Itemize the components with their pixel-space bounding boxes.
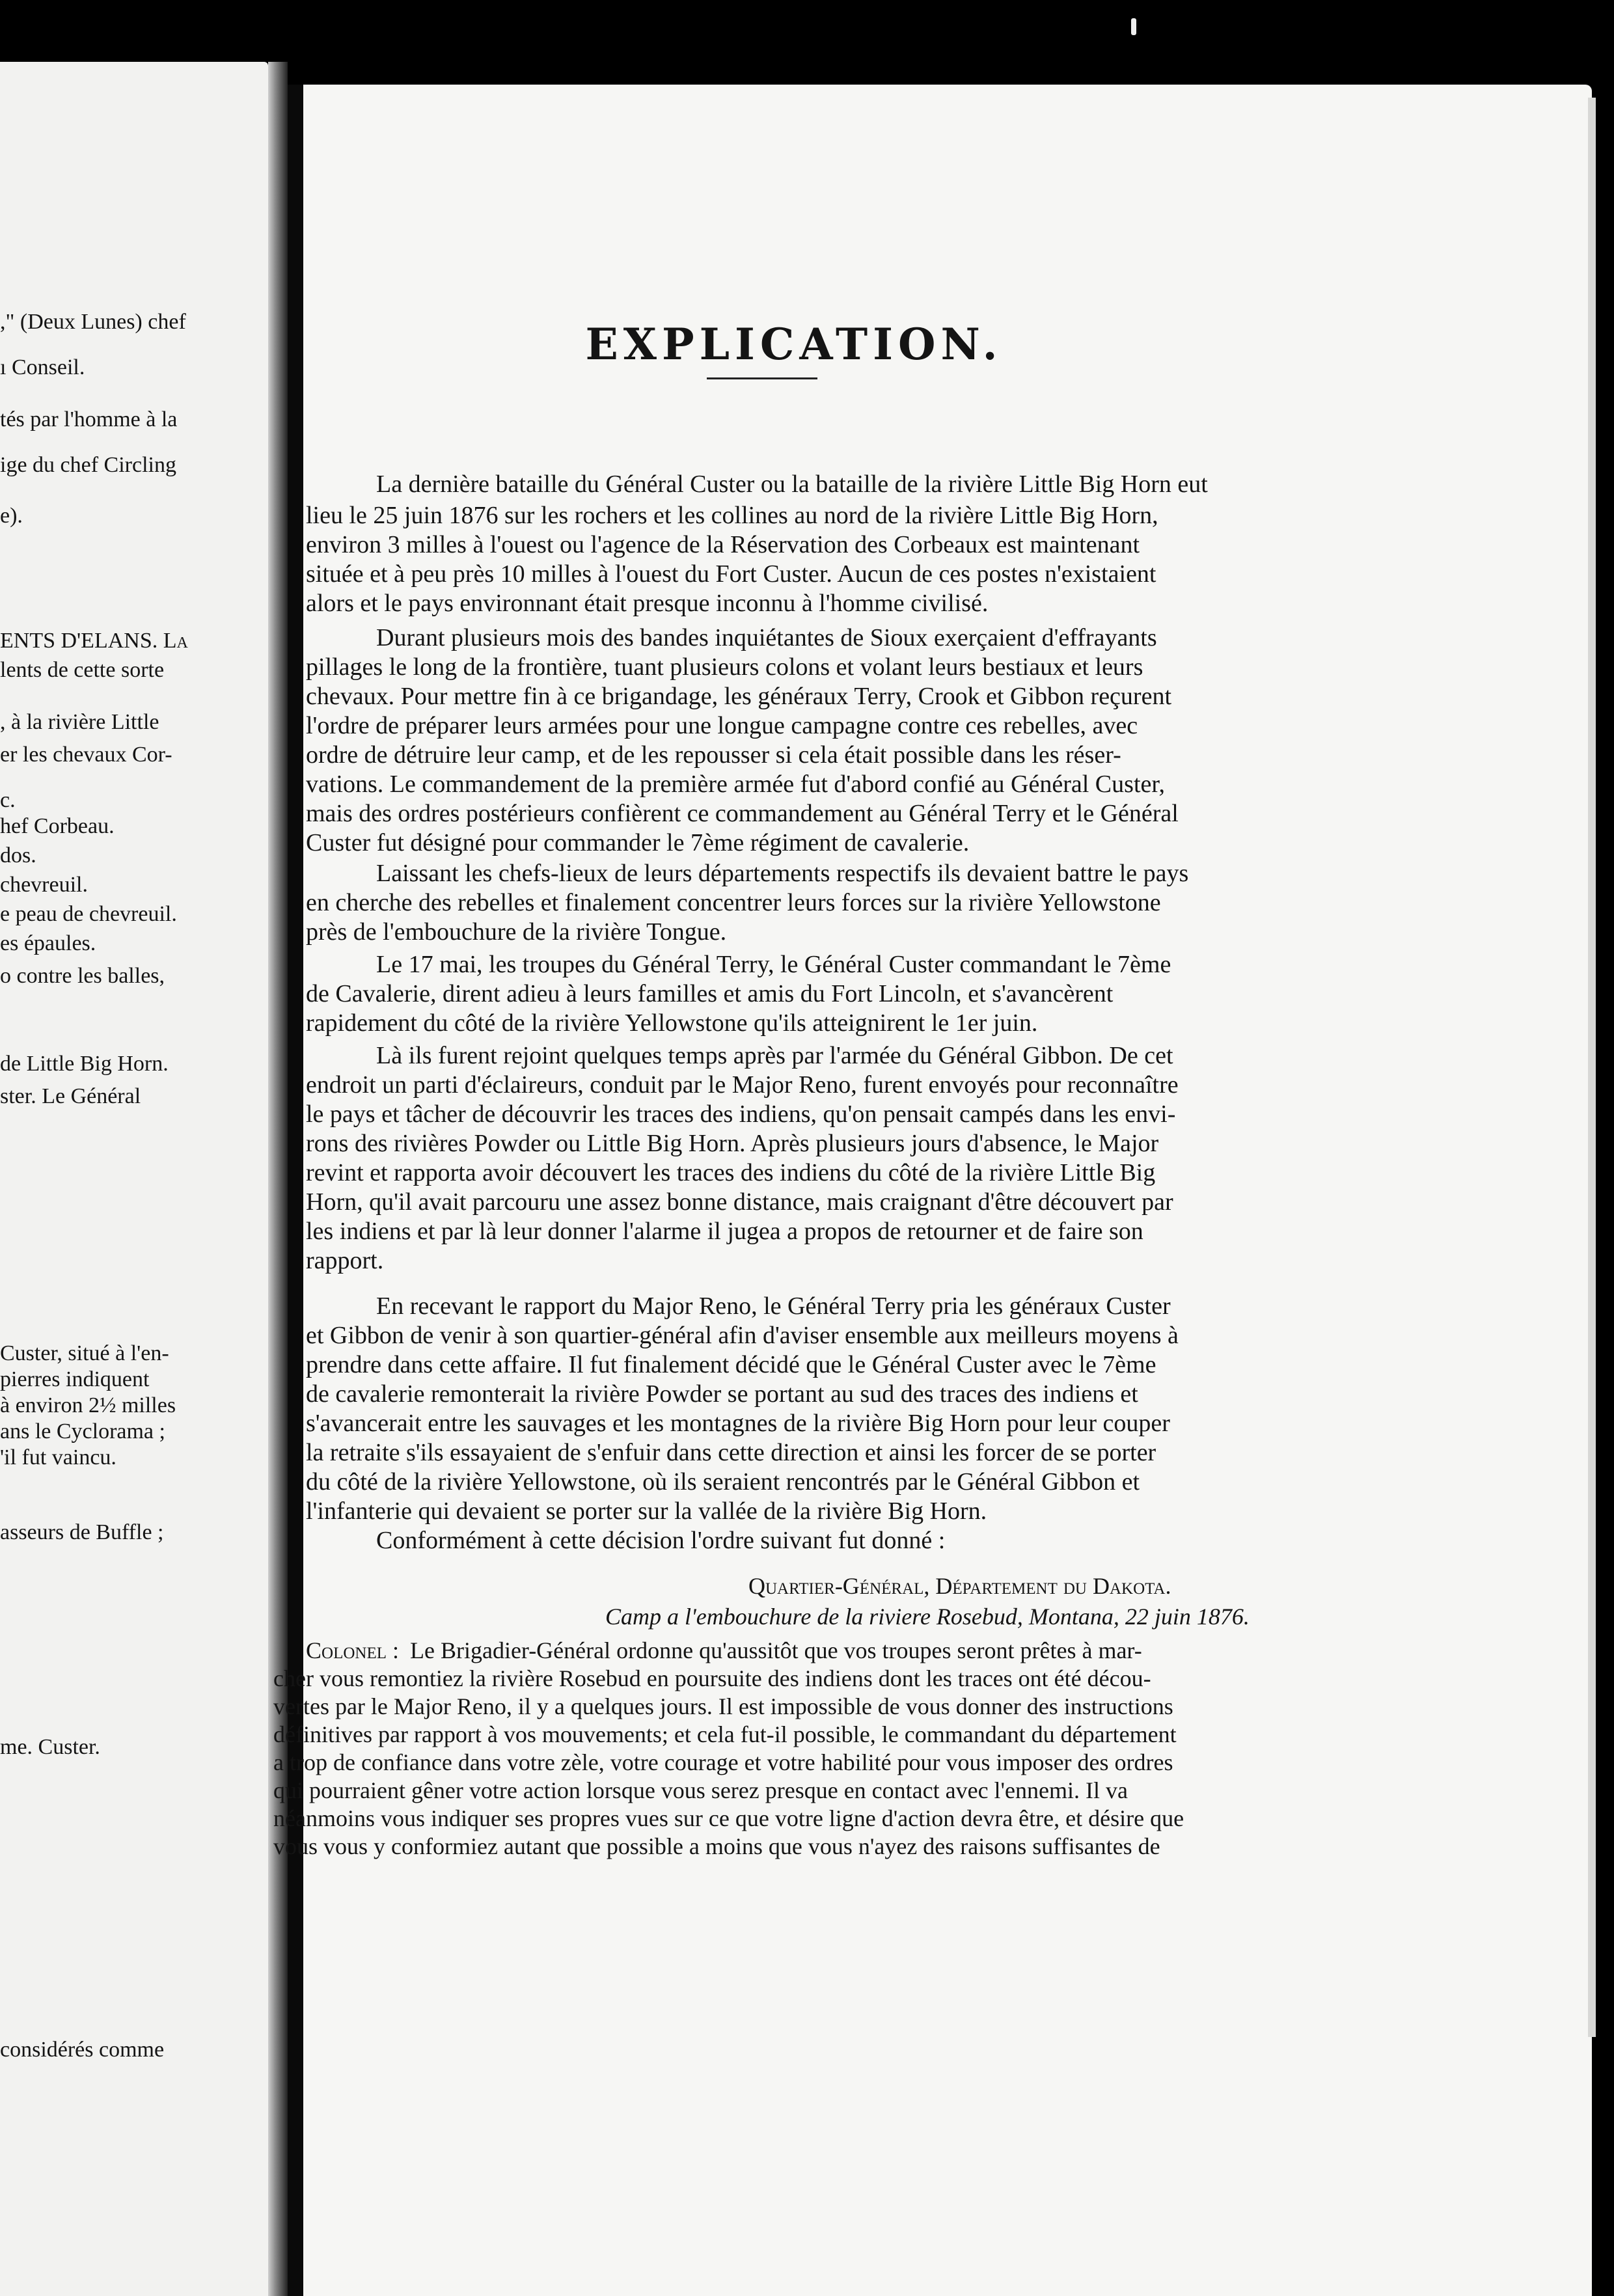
left-text-line: lents de cette sorte (0, 658, 165, 682)
text-line: l'ordre de préparer leurs armées pour une longue campagne contre ces rebelles, avec (306, 712, 1138, 739)
left-text-line: hef Corbeau. (0, 814, 115, 838)
left-text-line: e peau de chevreuil. (0, 902, 177, 926)
text-line: pillages le long de la frontière, tuant plusieurs colons et volant leurs bestiaux et leurs (306, 653, 1143, 681)
text-line: rapidement du côté de la rivière Yellowstone qu'ils atteignirent le 1er juin. (306, 1009, 1038, 1037)
left-text-line: , à la rivière Little (0, 710, 159, 734)
left-text-line: dos. (0, 843, 36, 868)
text-line: rons des rivières Powder ou Little Big Horn. Après plusieurs jours d'absence, le Major (306, 1130, 1159, 1157)
left-text-line: er les chevaux Cor- (0, 743, 172, 767)
left-text-line: 'il fut vaincu. (0, 1445, 116, 1469)
text-line: Custer fut désigné pour commander le 7ème régiment de cavalerie. (306, 829, 970, 856)
letter-line: définitives par rapport à vos mouvements; et cela fut-il possible, le commandant du département (273, 1721, 1177, 1747)
text-line: endroit un parti d'éclaireurs, conduit par le Major Reno, furent envoyés pour reconnaître (306, 1071, 1179, 1099)
text-line: Là ils furent rejoint quelques temps après par l'armée du Général Gibbon. De cet (376, 1042, 1173, 1069)
left-text-line: considérés comme (0, 2038, 165, 2062)
left-text-line: ı Conseil. (0, 355, 85, 379)
text-line: l'infanterie qui devaient se porter sur la vallée de la rivière Big Horn. (306, 1497, 987, 1525)
text-line: en cherche des rebelles et finalement concentrer leurs forces sur la rivière Yellowstone (306, 889, 1161, 916)
letter-line: vous vous y conformiez autant que possible a moins que vous n'ayez des raisons suffisantes de (273, 1833, 1160, 1859)
text-line: Laissant les chefs-lieux de leurs départements respectifs ils devaient battre le pays (376, 860, 1189, 887)
letter-line: néanmoins vous indiquer ses propres vues sur ce que votre ligne d'action devra être, et désire que (273, 1805, 1184, 1831)
text-line: alors et le pays environnant était presque inconnu à l'homme civilisé. (306, 590, 989, 617)
text-line: de Cavalerie, dirent adieu à leurs familles et amis du Fort Lincoln, et s'avancèrent (306, 980, 1114, 1007)
text-line: prendre dans cette affaire. Il fut finalement décidé que le Général Custer avec le 7ème (306, 1351, 1156, 1378)
text-line: et Gibbon de venir à son quartier-général afin d'aviser ensemble aux meilleurs moyens à (306, 1322, 1179, 1349)
text-line: revint et rapporta avoir découvert les traces des indiens du côté de la rivière Little Big (306, 1159, 1156, 1186)
left-text-line: pierres indiquent (0, 1367, 150, 1391)
left-text-line: e). (0, 504, 23, 528)
page-title: EXPLICATION. (585, 319, 1003, 370)
text-line: La dernière bataille du Général Custer ou la bataille de la rivière Little Big Horn eut (376, 471, 1208, 498)
left-text-line: es épaules. (0, 931, 96, 955)
text-line: du côté de la rivière Yellowstone, où ils seraient rencontrés par le Général Gibbon et (306, 1468, 1140, 1496)
text-line: ordre de détruire leur camp, et de les repousser si cela était possible dans les réser- (306, 741, 1121, 769)
letter-line: qui pourraient gêner votre action lorsque vous serez presque en contact avec l'ennemi. Il va (273, 1777, 1128, 1803)
left-text-line: asseurs de Buffle ; (0, 1520, 164, 1544)
order-camp-line: Camp a l'embouchure de la riviere Rosebud, Montana, 22 juin 1876. (605, 1604, 1250, 1630)
text-line: les indiens et par là leur donner l'alarme il jugea a propos de retourner et de faire son (306, 1218, 1143, 1245)
letter-line: a trop de confiance dans votre zèle, votre courage et votre habilité pour vous imposer des ordres (273, 1749, 1173, 1775)
text-line: s'avancerait entre les sauvages et les montagnes de la rivière Big Horn pour leur couper (306, 1410, 1170, 1437)
text-line: Horn, qu'il avait parcouru une assez bonne distance, mais craignant d'être découvert par (306, 1188, 1173, 1216)
left-text-line: c. (0, 788, 16, 812)
text-line: vations. Le commandement de la première armée fut d'abord confié au Général Custer, (306, 771, 1165, 798)
left-text-line: à environ 2½ milles (0, 1393, 176, 1417)
text-line: le pays et tâcher de découvrir les traces des indiens, qu'on pensait campés dans les envi- (306, 1100, 1176, 1128)
left-text-line: ENTS D'ELANS. La (0, 629, 188, 653)
text-line: la retraite s'ils essayaient de s'enfuir dans cette direction et ainsi les forcer de se porter (306, 1439, 1156, 1466)
left-text-line: tés par l'homme à la (0, 407, 178, 431)
text-line: chevaux. Pour mettre fin à ce brigandage, les généraux Terry, Crook et Gibbon reçurent (306, 683, 1171, 710)
left-text-line: o contre les balles, (0, 964, 165, 988)
text-line: Durant plusieurs mois des bandes inquiétantes de Sioux exerçaient d'effrayants (376, 624, 1157, 651)
left-text-line: me. Custer. (0, 1735, 100, 1759)
text-line: de cavalerie remonterait la rivière Powder se portant au sud des traces des indiens et (306, 1380, 1138, 1408)
text-line: près de l'embouchure de la rivière Tongue. (306, 918, 727, 946)
order-hq-line: Quartier-Général, Département du Dakota. (748, 1573, 1171, 1599)
text-line: lieu le 25 juin 1876 sur les rochers et les collines au nord de la rivière Little Big Horn, (306, 502, 1158, 529)
letter-line: cher vous remontiez la rivière Rosebud en poursuite des indiens dont les traces ont été décou- (273, 1665, 1151, 1691)
left-text-line: ," (Deux Lunes) chef (0, 310, 186, 334)
text-line: Conformément à cette décision l'ordre suivant fut donné : (376, 1527, 946, 1554)
text-line: Le 17 mai, les troupes du Général Terry, le Général Custer commandant le 7ème (376, 951, 1171, 978)
text-line: environ 3 milles à l'ouest ou l'agence de la Réservation des Corbeaux est maintenant (306, 531, 1140, 558)
left-text-line: ster. Le Général (0, 1084, 141, 1108)
letter-salutation: Colonel : (306, 1637, 399, 1663)
left-text-line: ans le Cyclorama ; (0, 1419, 165, 1443)
left-text-line: Custer, situé à l'en- (0, 1341, 169, 1365)
left-text-line: ige du chef Circling (0, 453, 176, 477)
text-line: mais des ordres postérieurs confièrent ce commandement au Général Terry et le Général (306, 800, 1179, 827)
text-line: En recevant le rapport du Major Reno, le Général Terry pria les généraux Custer (376, 1292, 1171, 1320)
letter-line: vertes par le Major Reno, il y a quelques jours. Il est impossible de vous donner des instructions (273, 1693, 1173, 1719)
left-text-line: de Little Big Horn. (0, 1052, 169, 1076)
letter-line: Le Brigadier-Général ordonne qu'aussitôt que vos troupes seront prêtes à mar- (410, 1637, 1142, 1663)
left-text-line: chevreuil. (0, 873, 88, 897)
text-line: rapport. (306, 1247, 384, 1274)
text-line: située et à peu près 10 milles à l'ouest du Fort Custer. Aucun de ces postes n'existaient (306, 560, 1156, 588)
